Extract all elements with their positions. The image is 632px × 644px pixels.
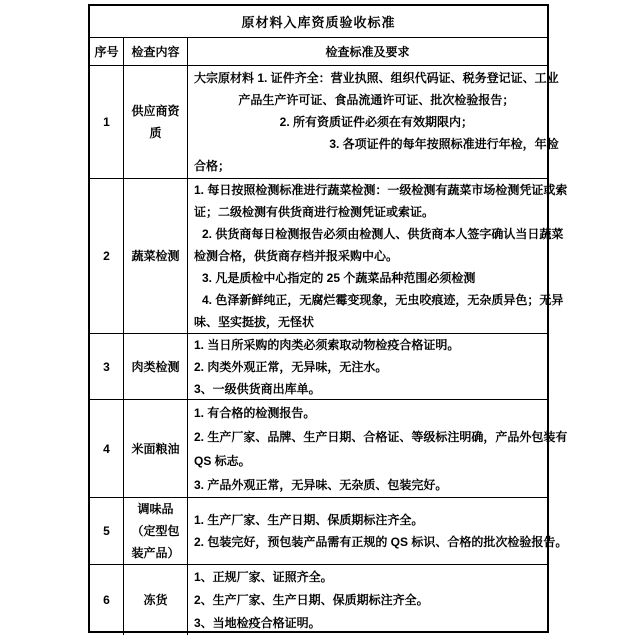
row-check-standard	[188, 565, 547, 635]
check-content-line: 肉类检测	[131, 360, 180, 374]
acceptance-standards-table	[88, 4, 568, 633]
table-body	[90, 66, 568, 635]
check-standard-line: 2. 包装完好，预包装产品需有正规的 QS 标识、合格的批次检验报告。	[194, 535, 568, 549]
header-cell-serial-no: 序号	[90, 38, 124, 65]
check-standard-line: 味、坚实挺拔，无怪状	[194, 315, 315, 329]
check-standard-line: 大宗原材料 1. 证件齐全：营业执照、组织代码证、税务登记证、工业	[194, 71, 559, 85]
check-standard-line: 1、正规厂家、证照齐全。	[194, 569, 333, 584]
check-content-line: 装产品）	[131, 546, 180, 560]
table-header-row	[90, 38, 547, 66]
check-standard-line: 1. 有合格的检测报告。	[194, 405, 316, 420]
check-standard-line: 证；二级检测有供货商进行检测凭证或索证。	[194, 205, 435, 219]
check-standard-line: 3、一级供货商出库单。	[194, 382, 321, 396]
check-standard-line: 1. 每日按照检测标准进行蔬菜检测：一级检测有蔬菜市场检测凭证或索	[194, 183, 568, 197]
row-check-standard	[188, 334, 547, 400]
check-standard-line: 检测合格，供货商存档并报采购中心。	[194, 249, 399, 263]
check-standard-line: 3. 凡是质检中心指定的 25 个蔬菜品种范围必须检测	[202, 271, 476, 285]
check-standard-line: 1. 当日所采购的肉类必须索取动物检疫合格证明。	[194, 338, 460, 352]
check-standard-line: 4. 色泽新鲜纯正，无腐烂霉变现象，无虫咬痕迹，无杂质异色；无异	[202, 293, 564, 307]
header-cell-check-content: 检查内容	[124, 38, 188, 65]
check-content-line: 质	[149, 126, 162, 140]
check-standard-line: 3. 产品外观正常，无异味、无杂质、包装完好。	[194, 477, 448, 492]
check-standard-line: 3、当地检疫合格证明。	[194, 615, 321, 630]
table-row	[90, 400, 568, 498]
row-check-standard	[188, 400, 571, 497]
table-row	[90, 66, 559, 179]
check-standard-line: 2. 供货商每日检测报告必须由检测人、供货商本人签字确认当日蔬菜	[202, 227, 564, 241]
row-check-content	[124, 66, 188, 178]
check-standard-line: 2. 生产厂家、品牌、生产日期、合格证、等级标注明确，产品外包装有	[194, 429, 568, 444]
check-standard-line: QS 标志。	[194, 453, 251, 468]
check-standard-line: 2. 所有资质证件必须在有效期限内；	[279, 115, 474, 129]
row-check-standard	[188, 498, 571, 564]
check-standard-line: 合格；	[194, 159, 231, 173]
row-check-content	[124, 179, 188, 333]
check-standard-line: 3. 各项证件的每年按照标准进行年检，年检	[329, 137, 559, 151]
row-check-standard	[188, 66, 563, 178]
table-row	[90, 334, 547, 400]
check-content-line: 米面粮油	[131, 441, 180, 456]
check-standard-line: 产品生产许可证、食品流通许可证、批次检验报告；	[238, 93, 515, 107]
table-title: 原材料入库资质验收标准	[90, 6, 547, 38]
check-standard-line: 2. 肉类外观正常，无异味，无注水。	[194, 360, 388, 374]
table-row	[90, 498, 568, 565]
check-content-line: 冻货	[143, 593, 168, 607]
table-row	[90, 179, 568, 334]
check-content-line: 蔬菜检测	[131, 249, 180, 263]
row-check-standard	[188, 179, 571, 333]
check-standard-line: 2、生产厂家、生产日期、保质期标注齐全。	[194, 592, 429, 607]
check-content-line: （定型包	[131, 524, 180, 538]
row-serial-number: 2	[90, 179, 124, 333]
row-check-content	[124, 565, 188, 635]
check-content-line: 供应商资	[131, 104, 180, 118]
row-serial-number: 1	[90, 66, 124, 178]
row-serial-number: 6	[90, 565, 124, 635]
row-serial-number: 5	[90, 498, 124, 564]
row-serial-number: 4	[90, 400, 124, 497]
row-check-content	[124, 400, 188, 497]
header-cell-check-standard: 检查标准及要求	[325, 45, 410, 59]
row-serial-number: 3	[90, 334, 124, 400]
check-standard-line: 1. 生产厂家、生产日期、保质期标注齐全。	[194, 513, 424, 527]
row-check-content	[124, 334, 188, 400]
table-row	[90, 565, 547, 635]
check-content-line: 调味品	[137, 502, 174, 516]
row-check-content	[124, 498, 188, 564]
